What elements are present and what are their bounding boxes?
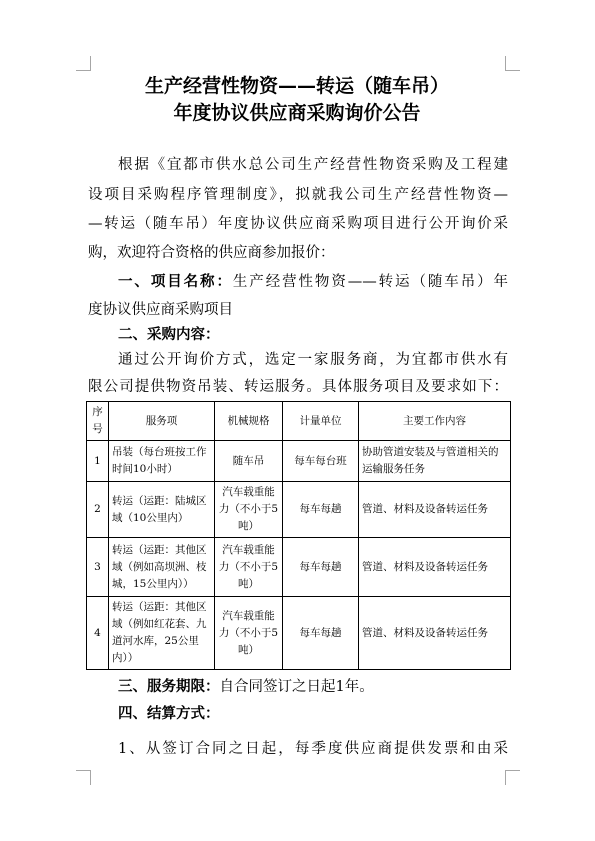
service-table — [86, 401, 511, 670]
cell-service-item: 转运（运距：其他区域（例如高坝洲、枝城，15公里内）） — [109, 538, 215, 597]
cell-work-content: 管道、材料及设备转运任务 — [359, 538, 511, 597]
section3-line — [118, 678, 508, 696]
header-machine-spec: 机械规格 — [215, 402, 283, 441]
corner-mark-bottom-left — [76, 770, 91, 785]
section4-line1: 1、从签订合同之日起，每季度供应商提供发票和由采 — [118, 741, 508, 757]
section2-heading: 二、采购内容： — [118, 326, 220, 343]
section1-line1 — [118, 273, 508, 291]
cell-index: 1 — [87, 441, 109, 482]
cell-unit: 每车每趟 — [283, 482, 359, 538]
cell-unit: 每车每趟 — [283, 597, 359, 670]
cell-work-content: 协助管道安装及与管道相关的运输服务任务 — [359, 441, 511, 482]
table-row — [87, 441, 511, 482]
section1-line2: 度协议供应商采购项目 — [88, 302, 233, 318]
table-row — [87, 597, 511, 670]
cell-machine-spec: 汽车载重能力（不小于5吨） — [215, 538, 283, 597]
corner-mark-bottom-right — [505, 770, 520, 785]
section1-heading: 一、项目名称： — [118, 273, 233, 290]
intro-line3: —转运（随车吊）年度协议供应商采购项目进行公开询价采 — [88, 216, 508, 232]
section3-text: 自合同签订之日起1年。 — [219, 679, 374, 695]
table-row — [87, 538, 511, 597]
cell-service-item: 转运（运距：其他区域（例如红花套、九道河水库，25公里内）） — [109, 597, 215, 670]
header-unit: 计量单位 — [283, 402, 359, 441]
section4-heading-line — [118, 705, 508, 723]
section2-heading-line — [118, 326, 508, 344]
corner-mark-top-left — [76, 56, 91, 71]
section1-text1: 生产经营性物资——转运（随车吊）年 — [232, 274, 509, 290]
cell-unit: 每车每台班 — [283, 441, 359, 482]
header-index: 序号 — [87, 402, 109, 441]
section3-heading: 三、服务期限： — [118, 678, 220, 695]
cell-unit: 每车每趟 — [283, 538, 359, 597]
section4-heading: 四、结算方式： — [118, 705, 220, 722]
document-title-line2: 年度协议供应商采购询价公告 — [173, 102, 421, 124]
corner-mark-top-right — [505, 56, 520, 71]
cell-machine-spec: 汽车载重能力（不小于5吨） — [215, 482, 283, 538]
intro-line2: 设项目采购程序管理制度》，拟就我公司生产经营性物资— — [88, 187, 508, 203]
table-header-row — [87, 402, 511, 441]
intro-line1: 根据《宜都市供水总公司生产经营性物资采购及工程建 — [118, 157, 508, 173]
cell-work-content: 管道、材料及设备转运任务 — [359, 597, 511, 670]
header-work-content: 主要工作内容 — [359, 402, 511, 441]
cell-service-item: 转运（运距：陆城区域（10公里内） — [109, 482, 215, 538]
cell-work-content: 管道、材料及设备转运任务 — [359, 482, 511, 538]
cell-index: 3 — [87, 538, 109, 597]
cell-service-item: 吊装（每台班按工作时间10小时） — [109, 441, 215, 482]
document-title-line1: 生产经营性物资——转运（随车吊） — [144, 75, 449, 97]
cell-machine-spec: 汽车载重能力（不小于5吨） — [215, 597, 283, 670]
header-service-item: 服务项 — [109, 402, 215, 441]
cell-index: 4 — [87, 597, 109, 670]
cell-index: 2 — [87, 482, 109, 538]
cell-machine-spec: 随车吊 — [215, 441, 283, 482]
table-row — [87, 482, 511, 538]
intro-line4: 购，欢迎符合资格的供应商参加报价： — [88, 245, 335, 261]
section2-line1: 通过公开询价方式，选定一家服务商，为宜都市供水有 — [118, 352, 508, 368]
section2-line2: 限公司提供物资吊装、转运服务。具体服务项目及要求如下： — [88, 379, 508, 395]
